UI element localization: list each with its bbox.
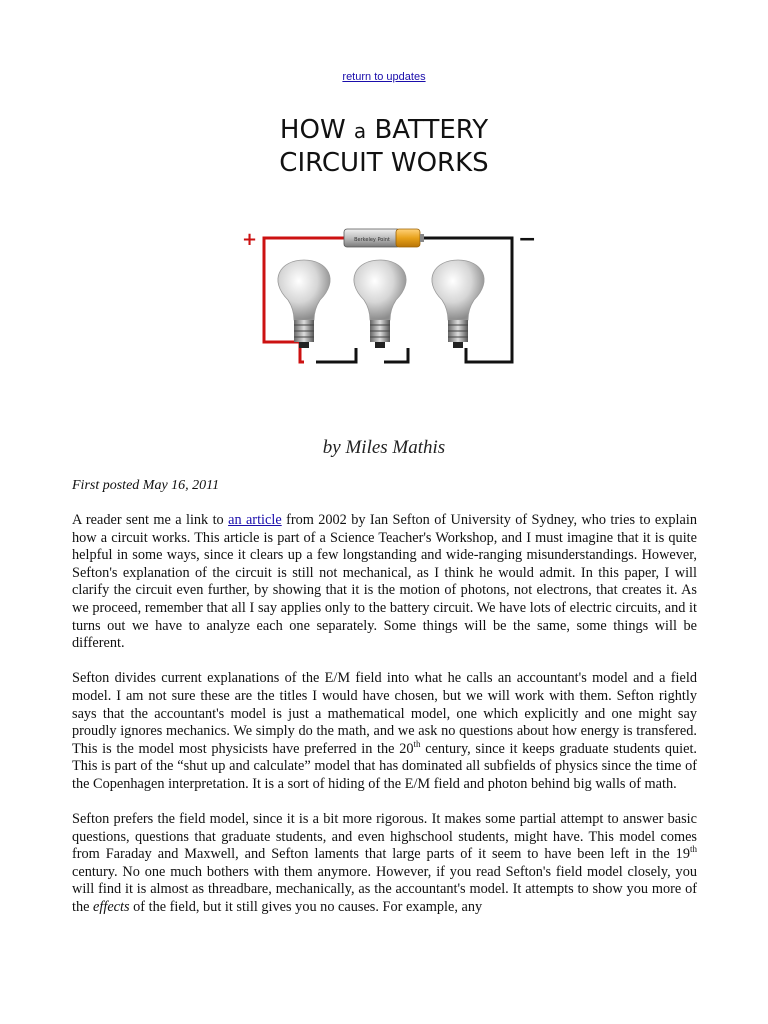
p1-text-a: A reader sent me a link to [72,512,229,528]
p2-text-b: century, since it keeps graduate students quiet. This is part of the “shut up and calculate” model that has dominated all subfields of physics since the time of the Copenhagen interpretation. It is a sort of hiding of the E/M field and photon behind big walls of math. [72,740,697,792]
article-link[interactable]: an article [228,512,282,528]
article-body [72,512,697,934]
bulb-link-wire-1 [316,348,356,362]
paragraph-1 [72,512,697,653]
title-word-a: a [353,119,367,143]
p3-emphasis: effects [93,899,130,916]
p2-superscript: th [413,738,421,749]
bulb-link-wire-2 [384,348,408,362]
paragraph-3 [72,811,697,917]
page-title [0,114,768,179]
light-bulb-icon-2 [354,260,406,348]
p3-superscript: th [689,844,697,855]
p3-text-c: of the field, but it still gives you no causes. For example, any [129,899,483,916]
light-bulb-icon-3 [432,260,484,348]
minus-sign: − [518,227,537,252]
p2-text-a: Sefton divides current explanations of the E/M field into what he calls an accountant's model and a field model. I am not sure these are the titles I would have chosen, but we will work with them. Sefton rightly says that the accountant's model is just a mathematical model, one which explicitly and one might say proudly ignores mechanics. We simply do the math, and we ask no questions about how energy is transfered. This is the model most physicists have preferred in the 20 [72,670,697,757]
return-to-updates-link[interactable]: return to updates [342,71,426,83]
battery-circuit-illustration [228,220,540,370]
author-byline: by Miles Mathis [322,437,446,458]
title-word-battery: BATTERY [374,115,489,145]
title-word-how: HOW [279,115,346,145]
paragraph-2 [72,670,697,793]
title-line-2: CIRCUIT WORKS [279,148,489,178]
posted-date: First posted May 16, 2011 [72,478,220,493]
p3-text-a: Sefton prefers the field model, since it is a bit more rigorous. It makes some partial attempt to answer basic questions, questions that graduate students, and even highschool students, might have. This model comes from Faraday and Maxwell, and Sefton laments that large parts of it seem to have been left in the 19 [72,811,697,863]
battery-label: Berkeley Point [354,237,390,243]
p1-text-b: from 2002 by Ian Sefton of University of Sydney, who tries to explain how a circuit works. This article is part of a Science Teacher's Workshop, and I must imagine that it is quite helpful in some ways, since it clears up a few longstanding and wide-ranging misunderstandings. However, Sefton's explanation of the circuit is still not mechanical, as I think he would admit. In this paper, I will clarify the circuit even further, by showing that it is the motion of photons, not electrons, that creates it. As we proceed, remember that all I say applies only to the battery circuit. We have lots of electric circuits, and it turns out we have to analyze each one separately. Some things will be the same, some things will be different. [72,512,697,652]
plus-sign: + [242,229,258,250]
return-link-container [0,71,768,83]
p3-text-b: century. No one much bothers with them anymore. However, if you read Sefton's field model closely, you will find it is almost as threadbare, mechanically, as the accountant's model. It attempts to show you more of the [72,863,697,916]
title-line-1 [0,114,768,147]
battery-icon [344,229,424,247]
light-bulb-icon-1 [278,260,330,348]
